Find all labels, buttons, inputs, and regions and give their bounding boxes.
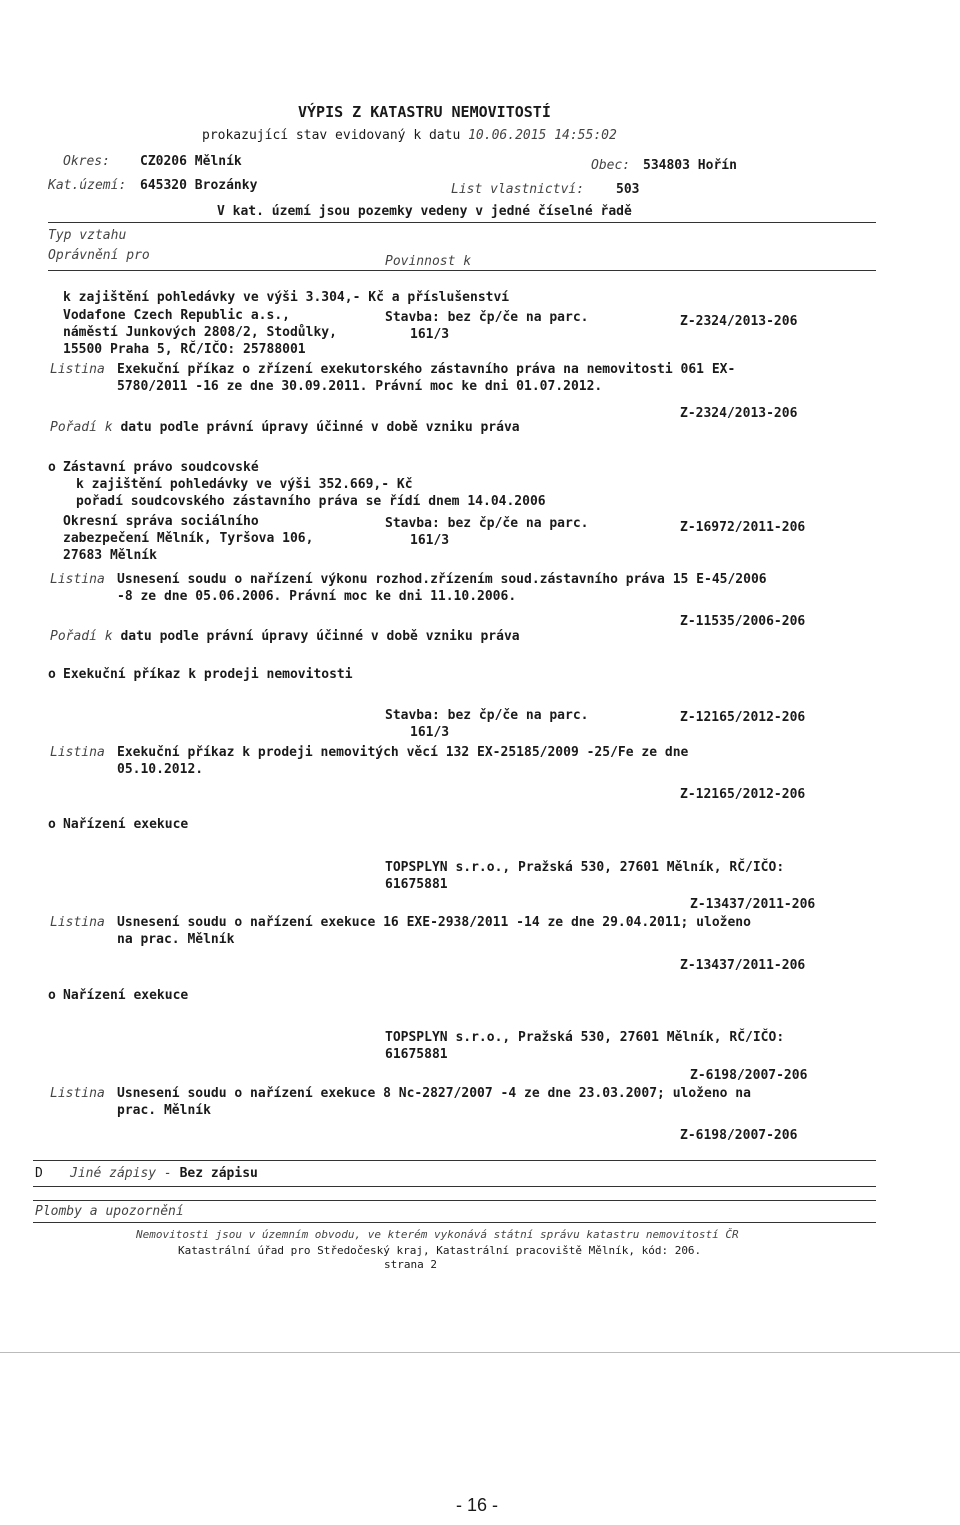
entry2-creditor-address: zabezpečení Mělník, Tyršova 106, xyxy=(63,531,314,546)
entry1-poradi-text: datu podle právní úpravy účinné v době vzniku práva xyxy=(120,420,520,435)
entry5-listina-line2: prac. Mělník xyxy=(117,1103,211,1118)
entry1-parcel: 161/3 xyxy=(410,327,450,342)
entry5-reference: Z-6198/2007-206 xyxy=(690,1068,808,1083)
entry2-amount: k zajištění pohledávky ve výši 352.669,- Kč xyxy=(76,477,413,492)
entry5-reference-2: Z-6198/2007-206 xyxy=(680,1128,798,1143)
column-typ-vztahu: Typ vztahu xyxy=(48,228,127,243)
entry3-listina-line2: 05.10.2012. xyxy=(117,762,204,777)
entry2-listina-line1: Usnesení soudu o nařízení výkonu rozhod.zřízením soud.zástavního práva 15 E-45/2006 xyxy=(117,572,767,587)
section-d xyxy=(70,1166,258,1182)
katuzemi-value: 645320 Brozánky xyxy=(140,178,258,193)
divider xyxy=(48,222,876,223)
entry4-heading: Nařízení exekuce xyxy=(63,817,189,832)
entry3-reference: Z-12165/2012-206 xyxy=(680,710,806,725)
entry5-party: TOPSPLYN s.r.o., Pražská 530, 27601 Mělník, RČ/IČO: xyxy=(385,1030,785,1045)
entry1-creditor-name: Vodafone Czech Republic a.s., xyxy=(63,308,290,323)
entry1-listina-line2: 5780/2011 -16 ze dne 30.09.2011. Právní moc ke dni 01.07.2012. xyxy=(117,379,603,394)
plomby-label: Plomby a upozornění xyxy=(35,1204,184,1219)
entry5-heading: Nařízení exekuce xyxy=(63,988,189,1003)
divider xyxy=(33,1186,876,1187)
divider xyxy=(48,270,876,271)
page-number: - 16 - xyxy=(456,1495,499,1515)
entry2-bullet: o xyxy=(48,460,56,475)
entry4-bullet: o xyxy=(48,817,56,832)
document-title: VÝPIS Z KATASTRU NEMOVITOSTÍ xyxy=(298,103,551,121)
entry3-reference-2: Z-12165/2012-206 xyxy=(680,787,806,802)
lv-value: 503 xyxy=(616,182,640,197)
entry2-listina-label: Listina xyxy=(50,572,105,587)
divider xyxy=(33,1160,876,1161)
divider xyxy=(33,1200,876,1201)
okres-value: CZ0206 Mělník xyxy=(140,154,242,169)
section-d-value: Bez zápisu xyxy=(179,1166,258,1181)
entry3-stavba: Stavba: bez čp/če na parc. xyxy=(385,708,589,723)
column-povinnost-k: Povinnost k xyxy=(385,254,472,269)
section-d-label: Jiné zápisy - xyxy=(70,1166,172,1181)
entry3-heading: Exekuční příkaz k prodeji nemovitosti xyxy=(63,667,353,682)
subtitle-datetime: 10.06.2015 14:55:02 xyxy=(468,128,617,143)
entry4-reference-2: Z-13437/2011-206 xyxy=(680,958,806,973)
footer-office: Katastrální úřad pro Středočeský kraj, Katastrální pracoviště Mělník, kód: 206. xyxy=(178,1244,702,1257)
obec-label: Obec: xyxy=(591,158,631,173)
entry2-creditor-city: 27683 Mělník xyxy=(63,548,157,563)
obec-value: 534803 Hořín xyxy=(643,158,737,173)
entry4-party-ico: 61675881 xyxy=(385,877,448,892)
entry1-reference-2: Z-2324/2013-206 xyxy=(680,406,798,421)
entry4-listina-label: Listina xyxy=(50,915,105,930)
entry4-listina-line1: Usnesení soudu o nařízení exekuce 16 EXE-2938/2011 -14 ze dne 29.04.2011; uloženo xyxy=(117,915,751,930)
entry2-listina-line2: -8 ze dne 05.06.2006. Právní moc ke dni 11.10.2006. xyxy=(117,589,517,604)
entry1-poradi-label: Pořadí k xyxy=(50,420,113,435)
document-subtitle xyxy=(202,128,617,144)
entry2-order: pořadí soudcovského zástavního práva se řídí dnem 14.04.2006 xyxy=(76,494,546,509)
entry2-poradi xyxy=(50,629,520,645)
entry2-poradi-label: Pořadí k xyxy=(50,629,113,644)
entry5-listina-line1: Usnesení soudu o nařízení exekuce 8 Nc-2827/2007 -4 ze dne 23.03.2007; uloženo na xyxy=(117,1086,751,1101)
entry2-poradi-text: datu podle právní úpravy účinné v době vzniku práva xyxy=(120,629,520,644)
entry2-stavba: Stavba: bez čp/če na parc. xyxy=(385,516,589,531)
rada-note: V kat. území jsou pozemky vedeny v jedné číselné řadě xyxy=(217,204,632,219)
entry4-party: TOPSPLYN s.r.o., Pražská 530, 27601 Mělník, RČ/IČO: xyxy=(385,860,785,875)
entry5-bullet: o xyxy=(48,988,56,1003)
entry4-listina-line2: na prac. Mělník xyxy=(117,932,235,947)
entry2-reference: Z-16972/2011-206 xyxy=(680,520,806,535)
entry5-listina-label: Listina xyxy=(50,1086,105,1101)
lv-label: List vlastnictví: xyxy=(451,182,585,197)
subtitle-prefix: prokazující stav evidovaný k datu xyxy=(202,128,461,143)
divider xyxy=(33,1222,876,1223)
entry3-listina-line1: Exekuční příkaz k prodeji nemovitých věcí 132 EX-25185/2009 -25/Fe ze dne xyxy=(117,745,689,760)
entry1-creditor-address: náměstí Junkových 2808/2, Stodůlky, xyxy=(63,325,337,340)
okres-label: Okres: xyxy=(63,154,110,169)
entry4-reference: Z-13437/2011-206 xyxy=(690,897,816,912)
entry1-listina-line1: Exekuční příkaz o zřízení exekutorského zástavního práva na nemovitosti 061 EX- xyxy=(117,362,736,377)
divider xyxy=(0,1352,960,1353)
entry1-reference: Z-2324/2013-206 xyxy=(680,314,798,329)
entry2-reference-2: Z-11535/2006-206 xyxy=(680,614,806,629)
entry3-parcel: 161/3 xyxy=(410,725,450,740)
footer-jurisdiction: Nemovitosti jsou v územním obvodu, ve kterém vykonává státní správu katastru nemovitostí ČR xyxy=(136,1228,739,1241)
entry1-poradi xyxy=(50,420,520,436)
entry2-parcel: 161/3 xyxy=(410,533,450,548)
entry5-party-ico: 61675881 xyxy=(385,1047,448,1062)
entry3-bullet: o xyxy=(48,667,56,682)
entry1-creditor-city: 15500 Praha 5, RČ/IČO: 25788001 xyxy=(63,342,306,357)
entry3-listina-label: Listina xyxy=(50,745,105,760)
entry1-stavba: Stavba: bez čp/če na parc. xyxy=(385,310,589,325)
katuzemi-label: Kat.území: xyxy=(48,178,127,193)
section-d-letter: D xyxy=(35,1166,43,1181)
footer-strana: strana 2 xyxy=(384,1258,437,1271)
entry1-amount: k zajištění pohledávky ve výši 3.304,- Kč a příslušenství xyxy=(63,290,510,305)
column-opravneni-pro: Oprávnění pro xyxy=(48,248,150,263)
entry2-creditor-name: Okresní správa sociálního xyxy=(63,514,259,529)
entry1-listina-label: Listina xyxy=(50,362,105,377)
entry2-heading: Zástavní právo soudcovské xyxy=(63,460,259,475)
